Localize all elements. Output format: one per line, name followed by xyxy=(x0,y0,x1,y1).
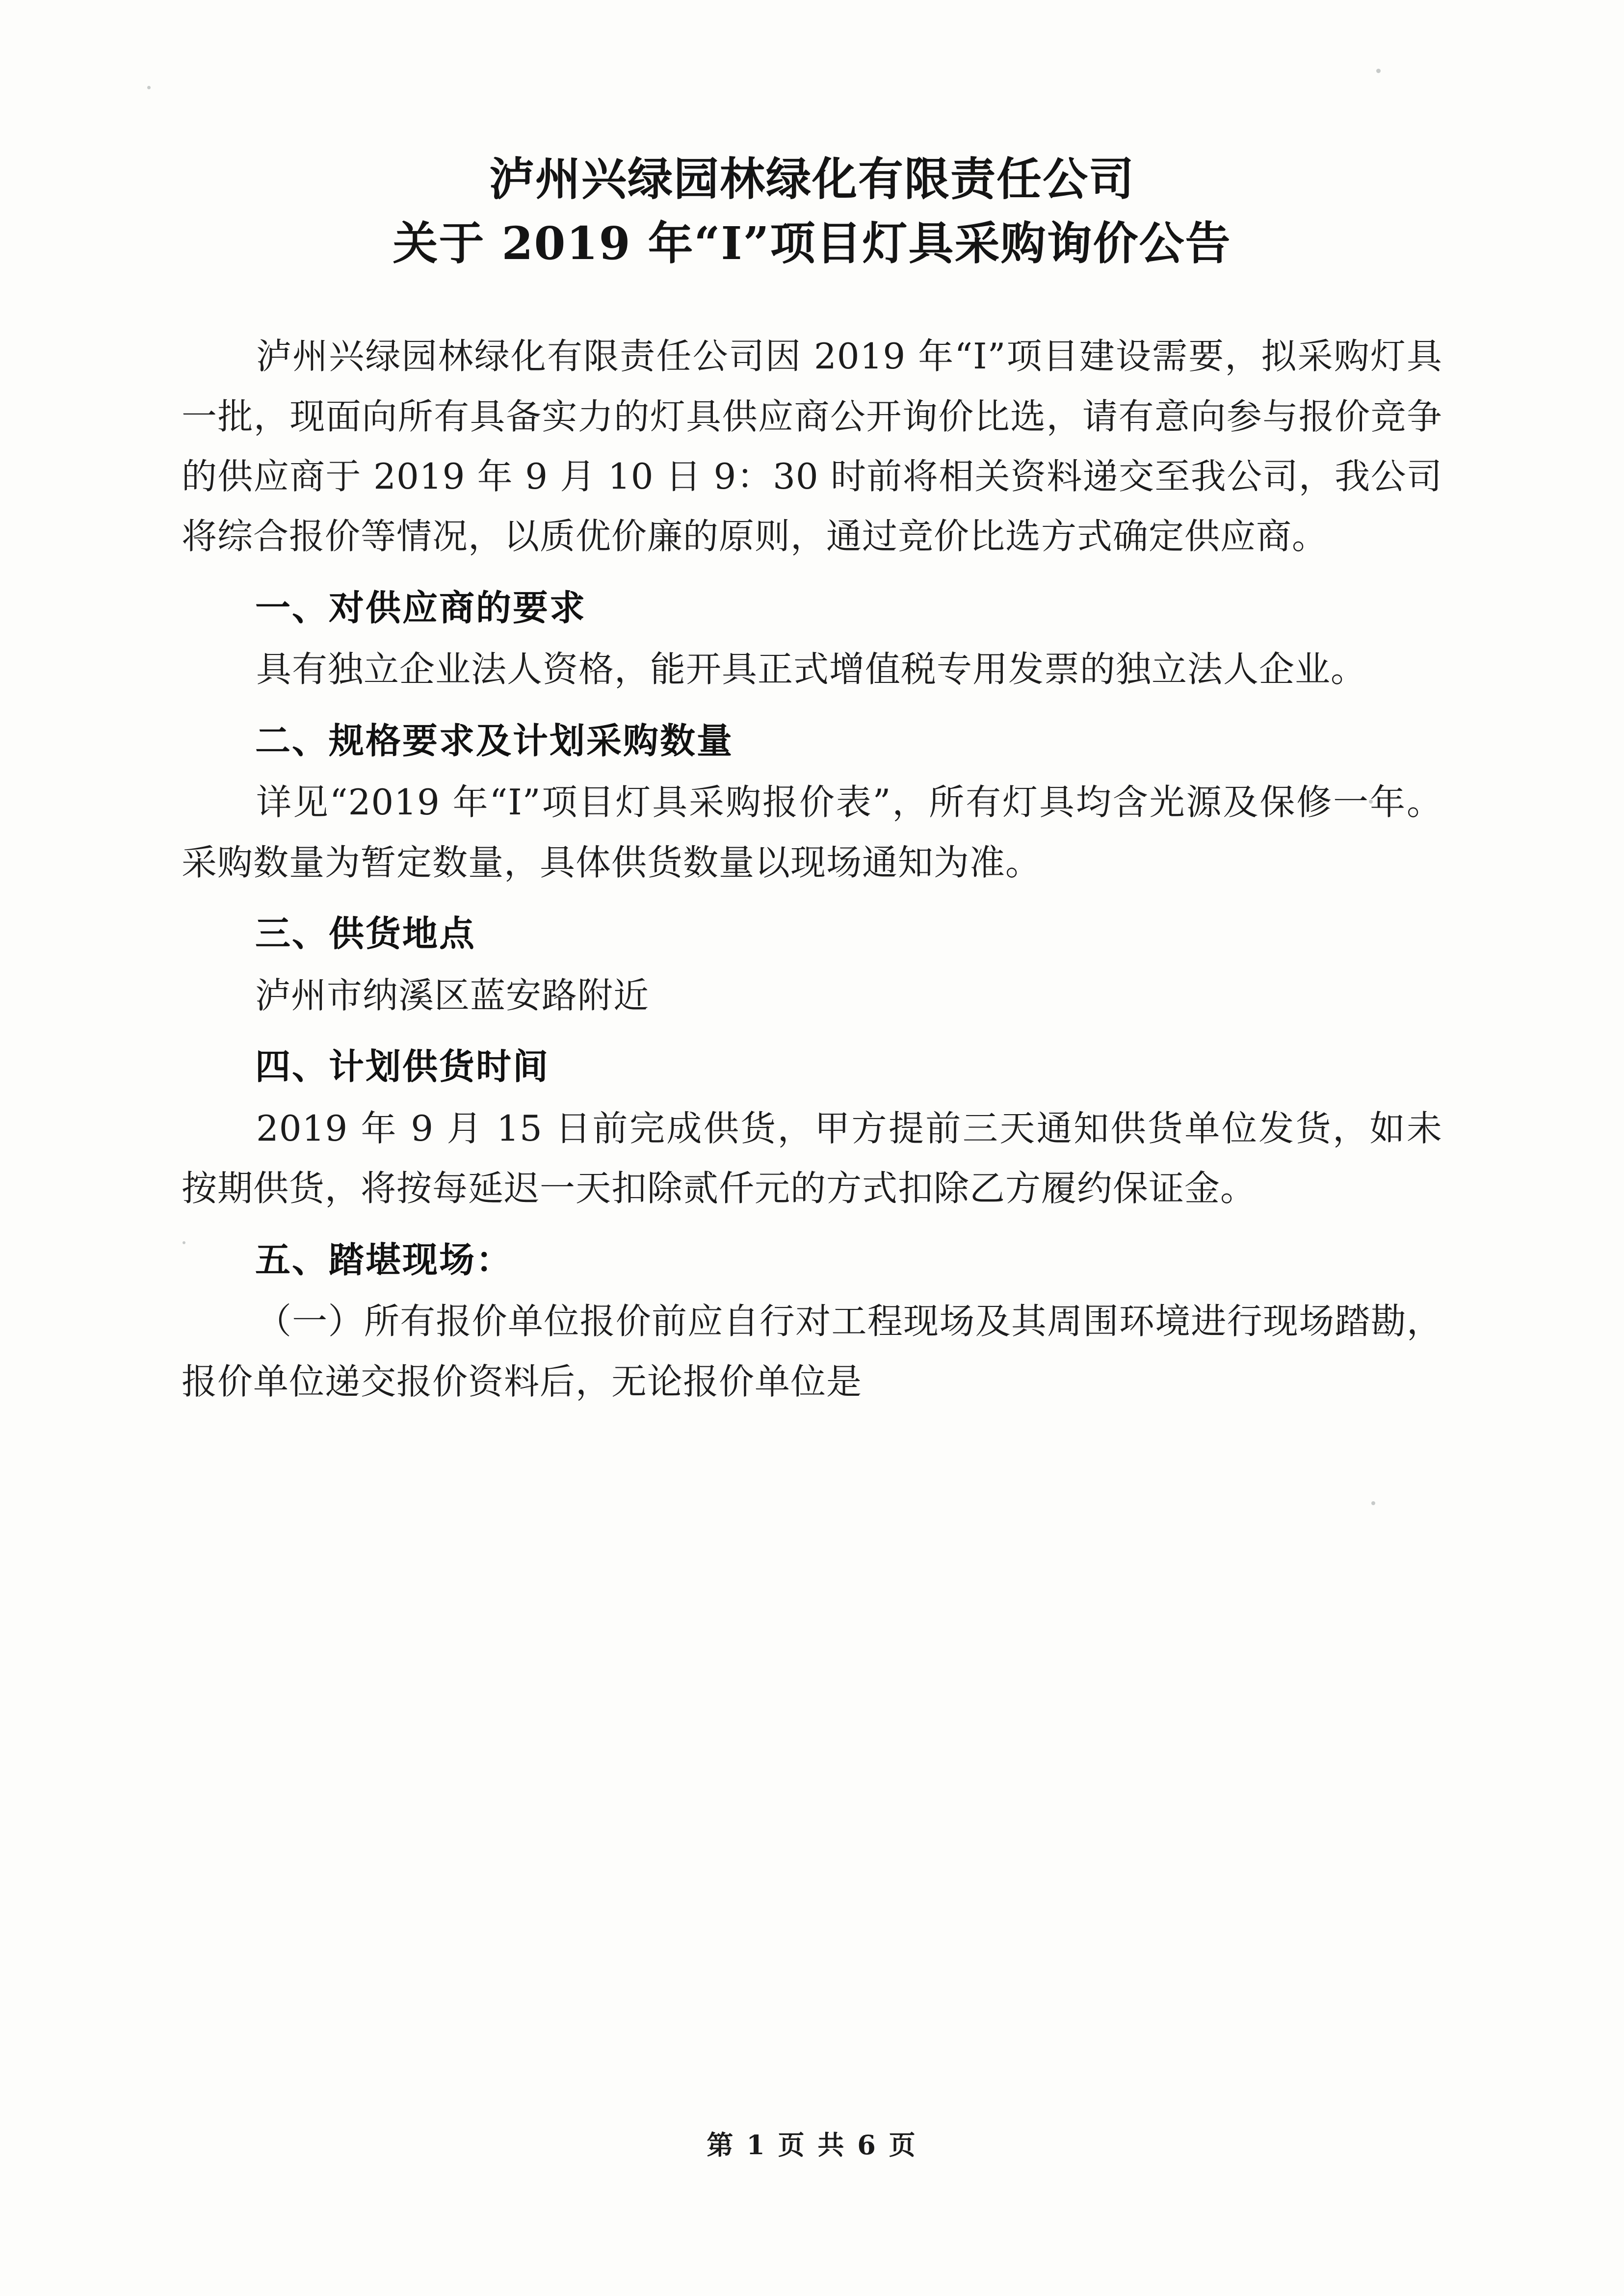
document-body xyxy=(182,147,1442,1411)
section-heading-5: 五、踏堪现场： xyxy=(255,1239,513,1280)
section-heading-2: 二、规格要求及计划采购数量 xyxy=(255,720,734,761)
section-heading-1: 一、对供应商的要求 xyxy=(255,587,587,628)
section-body-4: 2019 年 9 月 15 日前完成供货，甲方提前三天通知供货单位发货，如未按期供货，将按每延迟一天扣除贰仟元的方式扣除乙方履约保证金。 xyxy=(182,1107,1442,1209)
scan-speck xyxy=(1376,69,1381,73)
page-title xyxy=(182,147,1442,275)
section-body-2: 详见“2019 年“I”项目灯具采购报价表”，所有灯具均含光源及保修一年。采购数量为暂定数量，具体供货数量以现场通知为准。 xyxy=(182,782,1442,883)
section-body-3: 泸州市纳溪区蓝安路附近 xyxy=(255,974,650,1016)
section-heading-3: 三、供货地点 xyxy=(255,913,476,955)
title-line-1: 泸州兴绿园林绿化有限责任公司 xyxy=(489,153,1135,206)
section-body-5: （一）所有报价单位报价前应自行对工程现场及其周围环境进行现场踏勘，报价单位递交报价资料后，无论报价单位是 xyxy=(182,1301,1442,1402)
title-line-2: 关于 2019 年“I”项目灯具采购询价公告 xyxy=(393,216,1231,270)
section-body-1: 具有独立企业法人资格，能开具正式增值税专用发票的独立法人企业。 xyxy=(256,649,1367,690)
scan-speck xyxy=(1371,1501,1375,1505)
scan-speck xyxy=(147,86,151,89)
title-spacer xyxy=(182,275,1442,326)
page-footer: 第 1 页 共 6 页 xyxy=(707,2129,917,2161)
section-heading-4: 四、计划供货时间 xyxy=(255,1046,550,1088)
intro-paragraph: 泸州兴绿园林绿化有限责任公司因 2019 年“I”项目建设需要，拟采购灯具一批，现面向所有具备实力的灯具供应商公开询价比选，请有意向参与报价竞争的供应商于 2019 年 9 月 10 日 9：30 时前将相关资料递交至我公司，我公司将综合报价等情况，以质优价廉的原则，通过竞价比选方式确定供应商。 xyxy=(182,336,1442,557)
